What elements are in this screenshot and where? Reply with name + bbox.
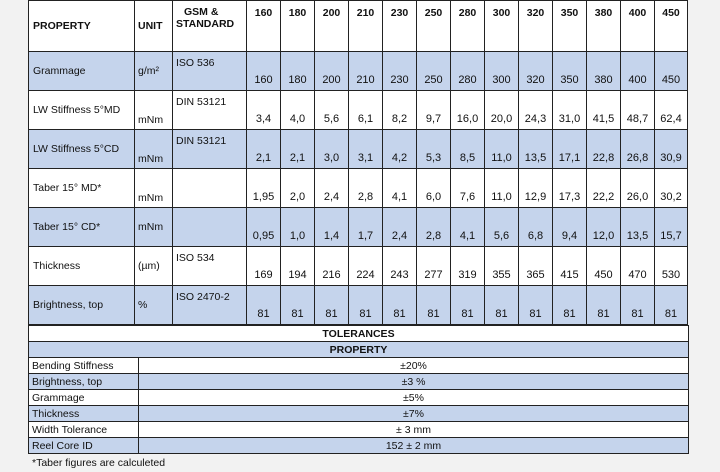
spec-row (29, 208, 688, 247)
standard-cell: ISO 2470-2 (173, 286, 247, 325)
value-cell: 2,8 (349, 169, 383, 208)
value-cell: 81 (383, 286, 417, 325)
value-cell: 350 (553, 52, 587, 91)
property-name: Taber 15° MD* (29, 169, 135, 208)
tolerance-name: Thickness (29, 406, 139, 422)
value-cell: 180 (281, 52, 315, 91)
spec-header-row (29, 1, 688, 52)
value-cell: 277 (417, 247, 451, 286)
tolerance-value: ± 3 mm (139, 422, 689, 438)
value-cell: 41,5 (587, 91, 621, 130)
value-cell: 81 (247, 286, 281, 325)
header-unit: UNIT (135, 1, 173, 52)
tolerance-name: Grammage (29, 390, 139, 406)
value-cell: 250 (417, 52, 451, 91)
value-cell: 17,3 (553, 169, 587, 208)
value-cell: 5,6 (315, 91, 349, 130)
value-cell: 30,2 (655, 169, 688, 208)
tolerance-row (29, 406, 689, 422)
unit-cell: (µm) (135, 247, 173, 286)
value-cell: 81 (519, 286, 553, 325)
property-name: Thickness (29, 247, 135, 286)
value-cell: 6,1 (349, 91, 383, 130)
header-gsm: 230 (383, 1, 417, 52)
property-name: Grammage (29, 52, 135, 91)
unit-cell: % (135, 286, 173, 325)
value-cell: 1,7 (349, 208, 383, 247)
unit-cell: mNm (135, 130, 173, 169)
tolerance-value: ±7% (139, 406, 689, 422)
unit-cell: mNm (135, 208, 173, 247)
value-cell: 4,1 (451, 208, 485, 247)
tolerance-row (29, 438, 689, 454)
value-cell: 160 (247, 52, 281, 91)
header-gsm: 200 (315, 1, 349, 52)
standard-cell: DIN 53121 (173, 91, 247, 130)
standard-cell: DIN 53121 (173, 130, 247, 169)
value-cell: 450 (587, 247, 621, 286)
value-cell: 13,5 (519, 130, 553, 169)
value-cell: 48,7 (621, 91, 655, 130)
value-cell: 319 (451, 247, 485, 286)
value-cell: 224 (349, 247, 383, 286)
header-standard (173, 1, 247, 52)
value-cell: 24,3 (519, 91, 553, 130)
value-cell: 4,1 (383, 169, 417, 208)
value-cell: 355 (485, 247, 519, 286)
value-cell: 243 (383, 247, 417, 286)
value-cell: 8,2 (383, 91, 417, 130)
unit-cell: mNm (135, 169, 173, 208)
standard-cell: ISO 536 (173, 52, 247, 91)
value-cell: 22,2 (587, 169, 621, 208)
unit-cell: g/m² (135, 52, 173, 91)
header-gsm: 320 (519, 1, 553, 52)
value-cell: 81 (281, 286, 315, 325)
value-cell: 450 (655, 52, 688, 91)
header-standard-line2: STANDARD (176, 18, 235, 30)
value-cell: 1,95 (247, 169, 281, 208)
spec-row (29, 52, 688, 91)
tolerances-title-row (29, 326, 689, 342)
header-gsm: 250 (417, 1, 451, 52)
value-cell: 22,8 (587, 130, 621, 169)
value-cell: 6,8 (519, 208, 553, 247)
value-cell: 280 (451, 52, 485, 91)
value-cell: 400 (621, 52, 655, 91)
value-cell: 12,9 (519, 169, 553, 208)
footnote: *Taber figures are calculeted (32, 457, 166, 469)
value-cell: 0,95 (247, 208, 281, 247)
value-cell: 15,7 (655, 208, 688, 247)
value-cell: 26,8 (621, 130, 655, 169)
value-cell: 8,5 (451, 130, 485, 169)
tolerance-row (29, 422, 689, 438)
tolerance-name: Width Tolerance (29, 422, 139, 438)
value-cell: 16,0 (451, 91, 485, 130)
value-cell: 13,5 (621, 208, 655, 247)
tolerance-value: 152 ± 2 mm (139, 438, 689, 454)
tolerance-name: Brightness, top (29, 374, 139, 390)
value-cell: 169 (247, 247, 281, 286)
header-gsm: 180 (281, 1, 315, 52)
spec-row (29, 247, 688, 286)
property-name: Brightness, top (29, 286, 135, 325)
value-cell: 2,4 (383, 208, 417, 247)
value-cell: 5,6 (485, 208, 519, 247)
header-gsm: 160 (247, 1, 281, 52)
value-cell: 6,0 (417, 169, 451, 208)
value-cell: 20,0 (485, 91, 519, 130)
value-cell: 81 (553, 286, 587, 325)
property-name: Taber 15° CD* (29, 208, 135, 247)
value-cell: 365 (519, 247, 553, 286)
standard-cell: ISO 534 (173, 247, 247, 286)
value-cell: 3,4 (247, 91, 281, 130)
value-cell: 26,0 (621, 169, 655, 208)
header-standard-line1: GSM & (184, 6, 219, 18)
unit-cell: mNm (135, 91, 173, 130)
value-cell: 17,1 (553, 130, 587, 169)
value-cell: 7,6 (451, 169, 485, 208)
value-cell: 2,1 (281, 130, 315, 169)
value-cell: 1,4 (315, 208, 349, 247)
spec-table (28, 0, 688, 325)
value-cell: 81 (349, 286, 383, 325)
value-cell: 81 (451, 286, 485, 325)
value-cell: 62,4 (655, 91, 688, 130)
tolerances-subtitle-row (29, 342, 689, 358)
value-cell: 81 (621, 286, 655, 325)
value-cell: 2,1 (247, 130, 281, 169)
value-cell: 81 (655, 286, 688, 325)
tolerance-row (29, 374, 689, 390)
value-cell: 30,9 (655, 130, 688, 169)
tolerance-name: Bending Stiffness (29, 358, 139, 374)
value-cell: 9,7 (417, 91, 451, 130)
tolerance-value: ±5% (139, 390, 689, 406)
value-cell: 4,0 (281, 91, 315, 130)
header-gsm: 350 (553, 1, 587, 52)
value-cell: 200 (315, 52, 349, 91)
header-gsm: 450 (655, 1, 688, 52)
value-cell: 2,8 (417, 208, 451, 247)
standard-cell (173, 169, 247, 208)
value-cell: 5,3 (417, 130, 451, 169)
header-gsm: 300 (485, 1, 519, 52)
standard-cell (173, 208, 247, 247)
spec-row (29, 91, 688, 130)
value-cell: 415 (553, 247, 587, 286)
value-cell: 300 (485, 52, 519, 91)
value-cell: 12,0 (587, 208, 621, 247)
property-name: LW Stiffness 5°MD (29, 91, 135, 130)
header-gsm: 210 (349, 1, 383, 52)
tolerance-value: ±20% (139, 358, 689, 374)
value-cell: 470 (621, 247, 655, 286)
value-cell: 9,4 (553, 208, 587, 247)
spec-sheet (28, 0, 688, 469)
tolerances-table (28, 325, 689, 454)
value-cell: 210 (349, 52, 383, 91)
value-cell: 4,2 (383, 130, 417, 169)
value-cell: 530 (655, 247, 688, 286)
spec-row (29, 286, 688, 325)
value-cell: 81 (485, 286, 519, 325)
header-property: PROPERTY (29, 1, 135, 52)
value-cell: 320 (519, 52, 553, 91)
value-cell: 230 (383, 52, 417, 91)
value-cell: 81 (417, 286, 451, 325)
value-cell: 380 (587, 52, 621, 91)
value-cell: 3,0 (315, 130, 349, 169)
header-gsm: 400 (621, 1, 655, 52)
value-cell: 81 (315, 286, 349, 325)
property-name: LW Stiffness 5°CD (29, 130, 135, 169)
header-gsm: 280 (451, 1, 485, 52)
spec-row (29, 130, 688, 169)
spec-row (29, 169, 688, 208)
tolerances-title: TOLERANCES (29, 326, 689, 342)
value-cell: 3,1 (349, 130, 383, 169)
value-cell: 11,0 (485, 130, 519, 169)
value-cell: 2,4 (315, 169, 349, 208)
value-cell: 31,0 (553, 91, 587, 130)
value-cell: 194 (281, 247, 315, 286)
value-cell: 2,0 (281, 169, 315, 208)
value-cell: 1,0 (281, 208, 315, 247)
value-cell: 11,0 (485, 169, 519, 208)
tolerances-subtitle: PROPERTY (29, 342, 689, 358)
tolerance-row (29, 390, 689, 406)
tolerance-row (29, 358, 689, 374)
tolerance-value: ±3 % (139, 374, 689, 390)
tolerance-name: Reel Core ID (29, 438, 139, 454)
value-cell: 81 (587, 286, 621, 325)
header-gsm: 380 (587, 1, 621, 52)
value-cell: 216 (315, 247, 349, 286)
